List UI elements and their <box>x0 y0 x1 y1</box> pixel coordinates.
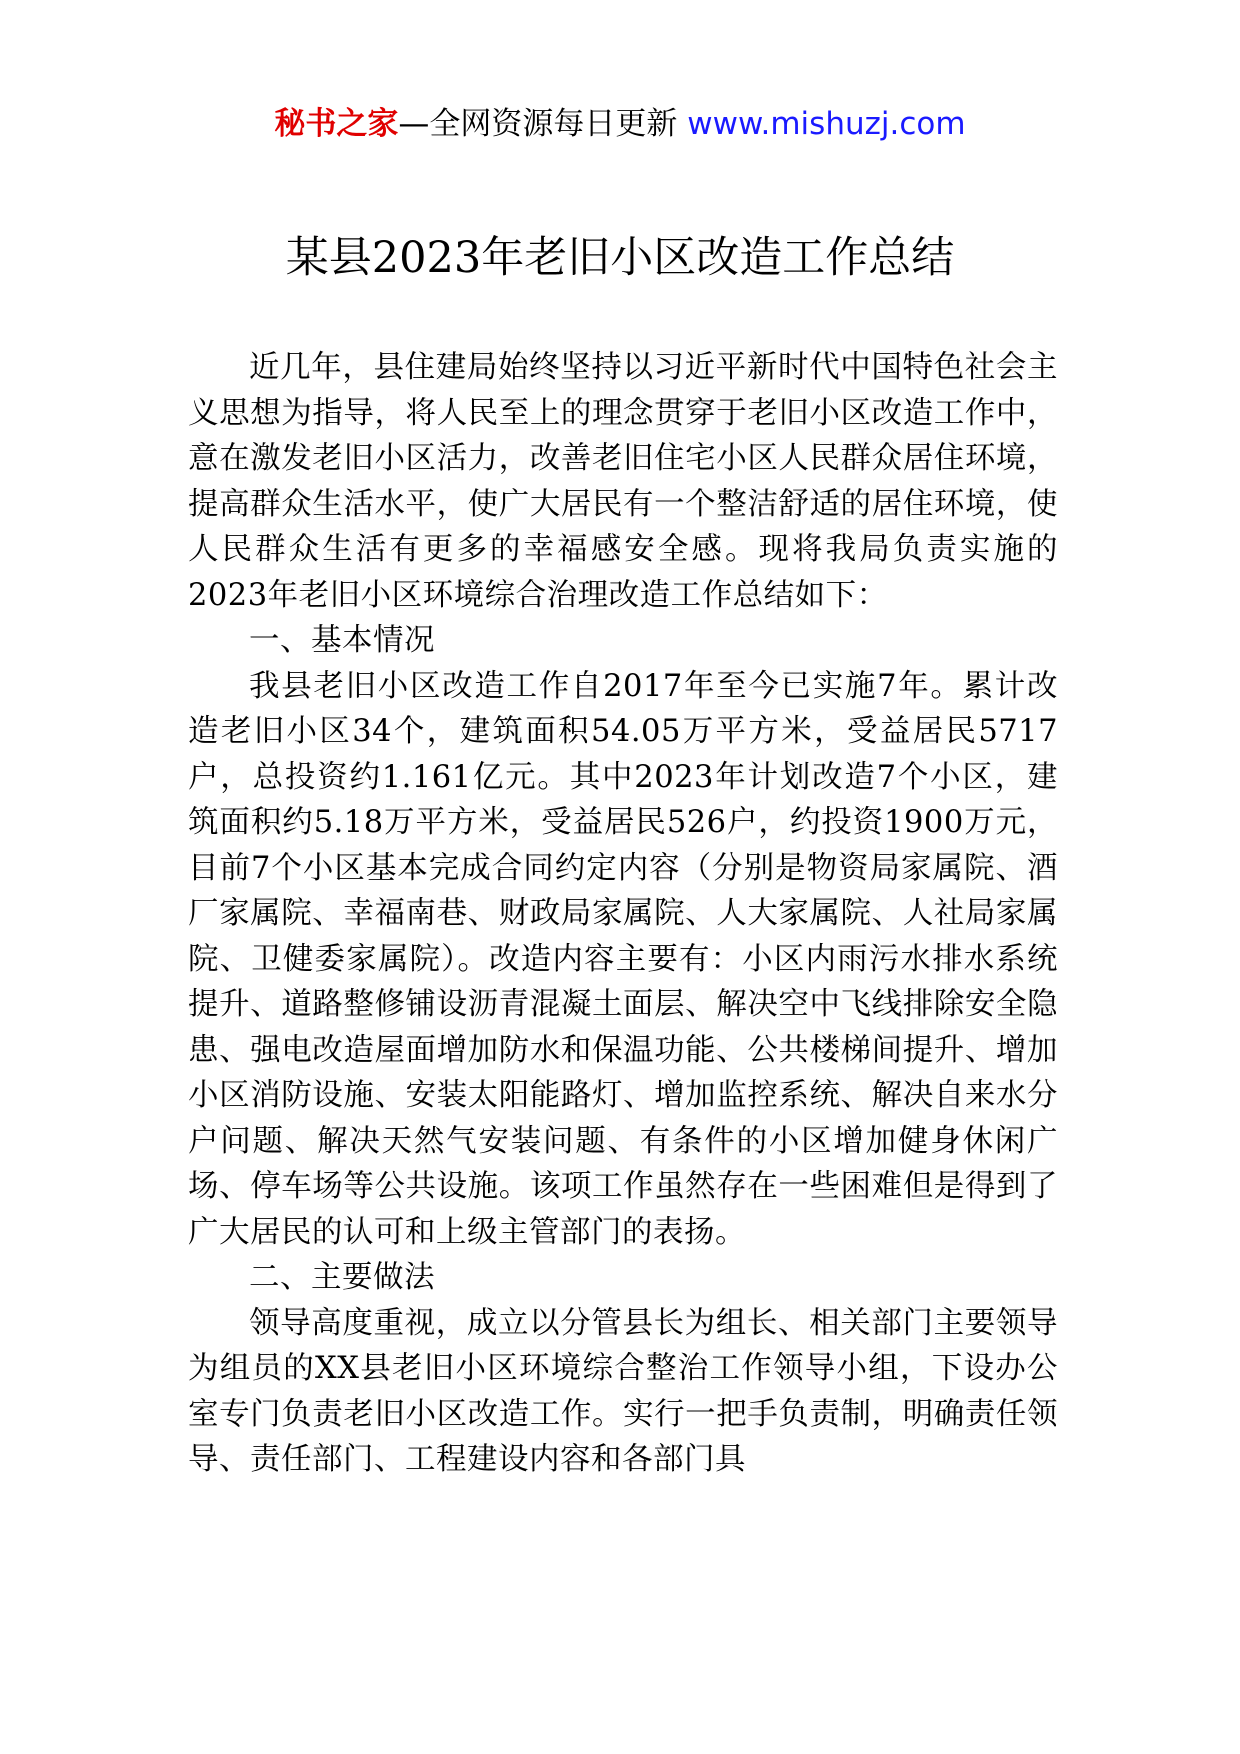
document-body <box>188 345 1058 1483</box>
paragraph-main-practices: 领导高度重视，成立以分管县长为组长、相关部门主要领导为组员的XX县老旧小区环境综合整治工作领导小组，下设办公室专门负责老旧小区改造工作。实行一把手负责制，明确责任领导、责任部门、工程建设内容和各部门具 <box>188 1305 1058 1477</box>
section-heading-main-practices: 二、主要做法 <box>249 1260 435 1295</box>
paragraph-intro: 近几年，县住建局始终坚持以习近平新时代中国特色社会主义思想为指导，将人民至上的理念贯穿于老旧小区改造工作中，意在激发老旧小区活力，改善老旧住宅小区人民群众居住环境，提高群众生活水平，使广大居民有一个整洁舒适的居住环境，使人民群众生活有更多的幸福感安全感。现将我局负责实施的2023年老旧小区环境综合治理改造工作总结如下： <box>188 350 1058 613</box>
site-url-link[interactable]: www.mishuzj.com <box>687 106 966 142</box>
paragraph-basic-situation: 我县老旧小区改造工作自2017年至今已实施7年。累计改造老旧小区34个，建筑面积54.05万平方米，受益居民5717户，总投资约1.161亿元。其中2023年计划改造7个小区，建筑面积约5.18万平方米，受益居民526户，约投资1900万元，目前7个小区基本完成合同约定内容（分别是物资局家属院、酒厂家属院、幸福南巷、财政局家属院、人大家属院、人社局家属院、卫健委家属院）。改造内容主要有：小区内雨污水排水系统提升、道路整修铺设沥青混凝土面层、解决空中飞线排除安全隐患、强电改造屋面增加防水和保温功能、公共楼梯间提升、增加小区消防设施、安装太阳能路灯、增加监控系统、解决自来水分户问题、解决天然气安装问题、有条件的小区增加健身休闲广场、停车场等公共设施。该项工作虽然存在一些困难但是得到了广大居民的认可和上级主管部门的表扬。 <box>188 668 1058 1250</box>
site-brand: 秘书之家 <box>274 106 399 142</box>
site-header <box>0 100 1240 148</box>
site-tagline: —全网资源每日更新 <box>398 106 688 142</box>
document-title: 某县2023年老旧小区改造工作总结 <box>285 233 955 283</box>
section-heading-basic-situation: 一、基本情况 <box>249 623 435 658</box>
